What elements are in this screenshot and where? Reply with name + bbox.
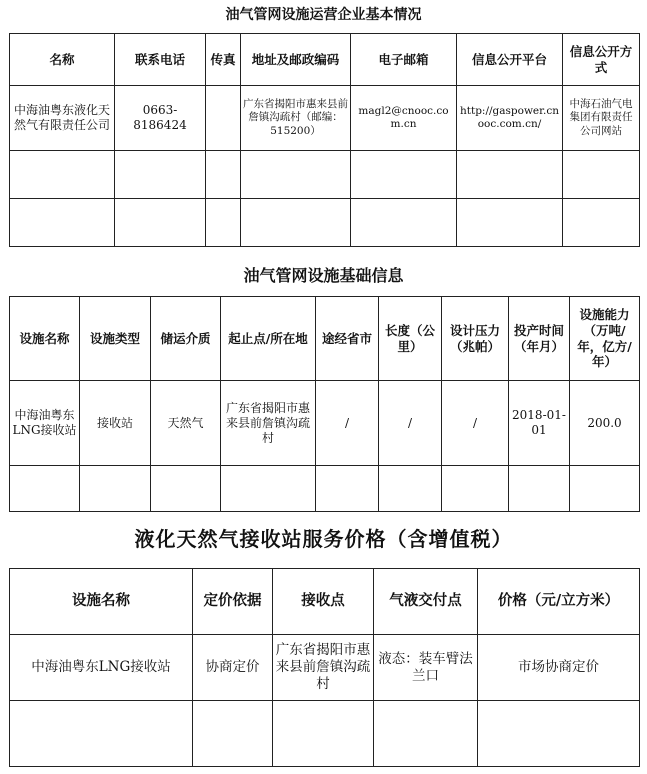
- fax-number: [206, 86, 241, 151]
- facility-type: 接收站: [80, 381, 151, 466]
- col-header-date: 投产时间（年月）: [509, 297, 570, 381]
- col-header-length: 长度（公里）: [379, 297, 442, 381]
- phone-number: 0663-8186424: [115, 86, 206, 151]
- table-row-empty: [10, 151, 640, 199]
- table-row-empty: [10, 466, 640, 512]
- facility-capacity: 200.0: [570, 381, 640, 466]
- table-row: [10, 86, 640, 151]
- col-header-platform: 信息公开平台: [457, 34, 563, 86]
- table-header-row: [10, 34, 640, 86]
- col-header-price: 价格（元/立方米）: [478, 569, 640, 635]
- table-row: [10, 635, 640, 701]
- table-row-empty: [10, 199, 640, 247]
- email-address: magl2@cnooc.com.cn: [351, 86, 457, 151]
- col-header-phone: 联系电话: [115, 34, 206, 86]
- address: 广东省揭阳市惠来县前詹镇沟疏村（邮编：515200）: [241, 86, 351, 151]
- via-provinces: /: [316, 381, 379, 466]
- price: 市场协商定价: [478, 635, 640, 701]
- table-row-empty: [10, 701, 640, 767]
- commission-date: 2018-01-01: [509, 381, 570, 466]
- col-header-name: 名称: [10, 34, 115, 86]
- operator-info-table: [9, 33, 640, 247]
- service-price-table: [9, 568, 640, 767]
- col-header-capacity: 设施能力（万吨/年，亿方/年）: [570, 297, 640, 381]
- facility-name: 中海油粤东LNG接收站: [10, 381, 80, 466]
- table-header-row: [10, 569, 640, 635]
- col-header-facility-type: 设施类型: [80, 297, 151, 381]
- col-header-address: 地址及邮政编码: [241, 34, 351, 86]
- company-name: 中海油粤东液化天然气有限责任公司: [10, 86, 115, 151]
- storage-medium: 天然气: [151, 381, 221, 466]
- table2-title: 油气管网设施基础信息: [243, 266, 404, 285]
- receiving-point: 广东省揭阳市惠来县前詹镇沟疏村: [273, 635, 374, 701]
- col-header-pressure: 设计压力（兆帕）: [442, 297, 509, 381]
- pricing-basis: 协商定价: [193, 635, 273, 701]
- facility-location: 广东省揭阳市惠来县前詹镇沟疏村: [221, 381, 316, 466]
- table1-title: 油气管网设施运营企业基本情况: [225, 7, 422, 23]
- col-header-fax: 传真: [206, 34, 241, 86]
- design-pressure: /: [442, 381, 509, 466]
- length-km: /: [379, 381, 442, 466]
- table-row: [10, 381, 640, 466]
- facility-info-table: [9, 296, 640, 512]
- platform-url: http://gaspower.cnooc.com.cn/: [457, 86, 563, 151]
- col-header-pricing-basis: 定价依据: [193, 569, 273, 635]
- facility-name: 中海油粤东LNG接收站: [10, 635, 193, 701]
- col-header-facility-name: 设施名称: [10, 569, 193, 635]
- col-header-medium: 储运介质: [151, 297, 221, 381]
- col-header-facility-name: 设施名称: [10, 297, 80, 381]
- col-header-method: 信息公开方式: [563, 34, 640, 86]
- col-header-location: 起止点/所在地: [221, 297, 316, 381]
- col-header-email: 电子邮箱: [351, 34, 457, 86]
- table3-title: 液化天然气接收站服务价格（含增值税）: [134, 527, 513, 551]
- col-header-via: 途经省市: [316, 297, 379, 381]
- col-header-receiving-point: 接收点: [273, 569, 374, 635]
- disclosure-method: 中海石油气电集团有限责任公司网站: [563, 86, 640, 151]
- delivery-point: 液态：装车臂法兰口: [374, 635, 478, 701]
- table-header-row: [10, 297, 640, 381]
- col-header-delivery-point: 气液交付点: [374, 569, 478, 635]
